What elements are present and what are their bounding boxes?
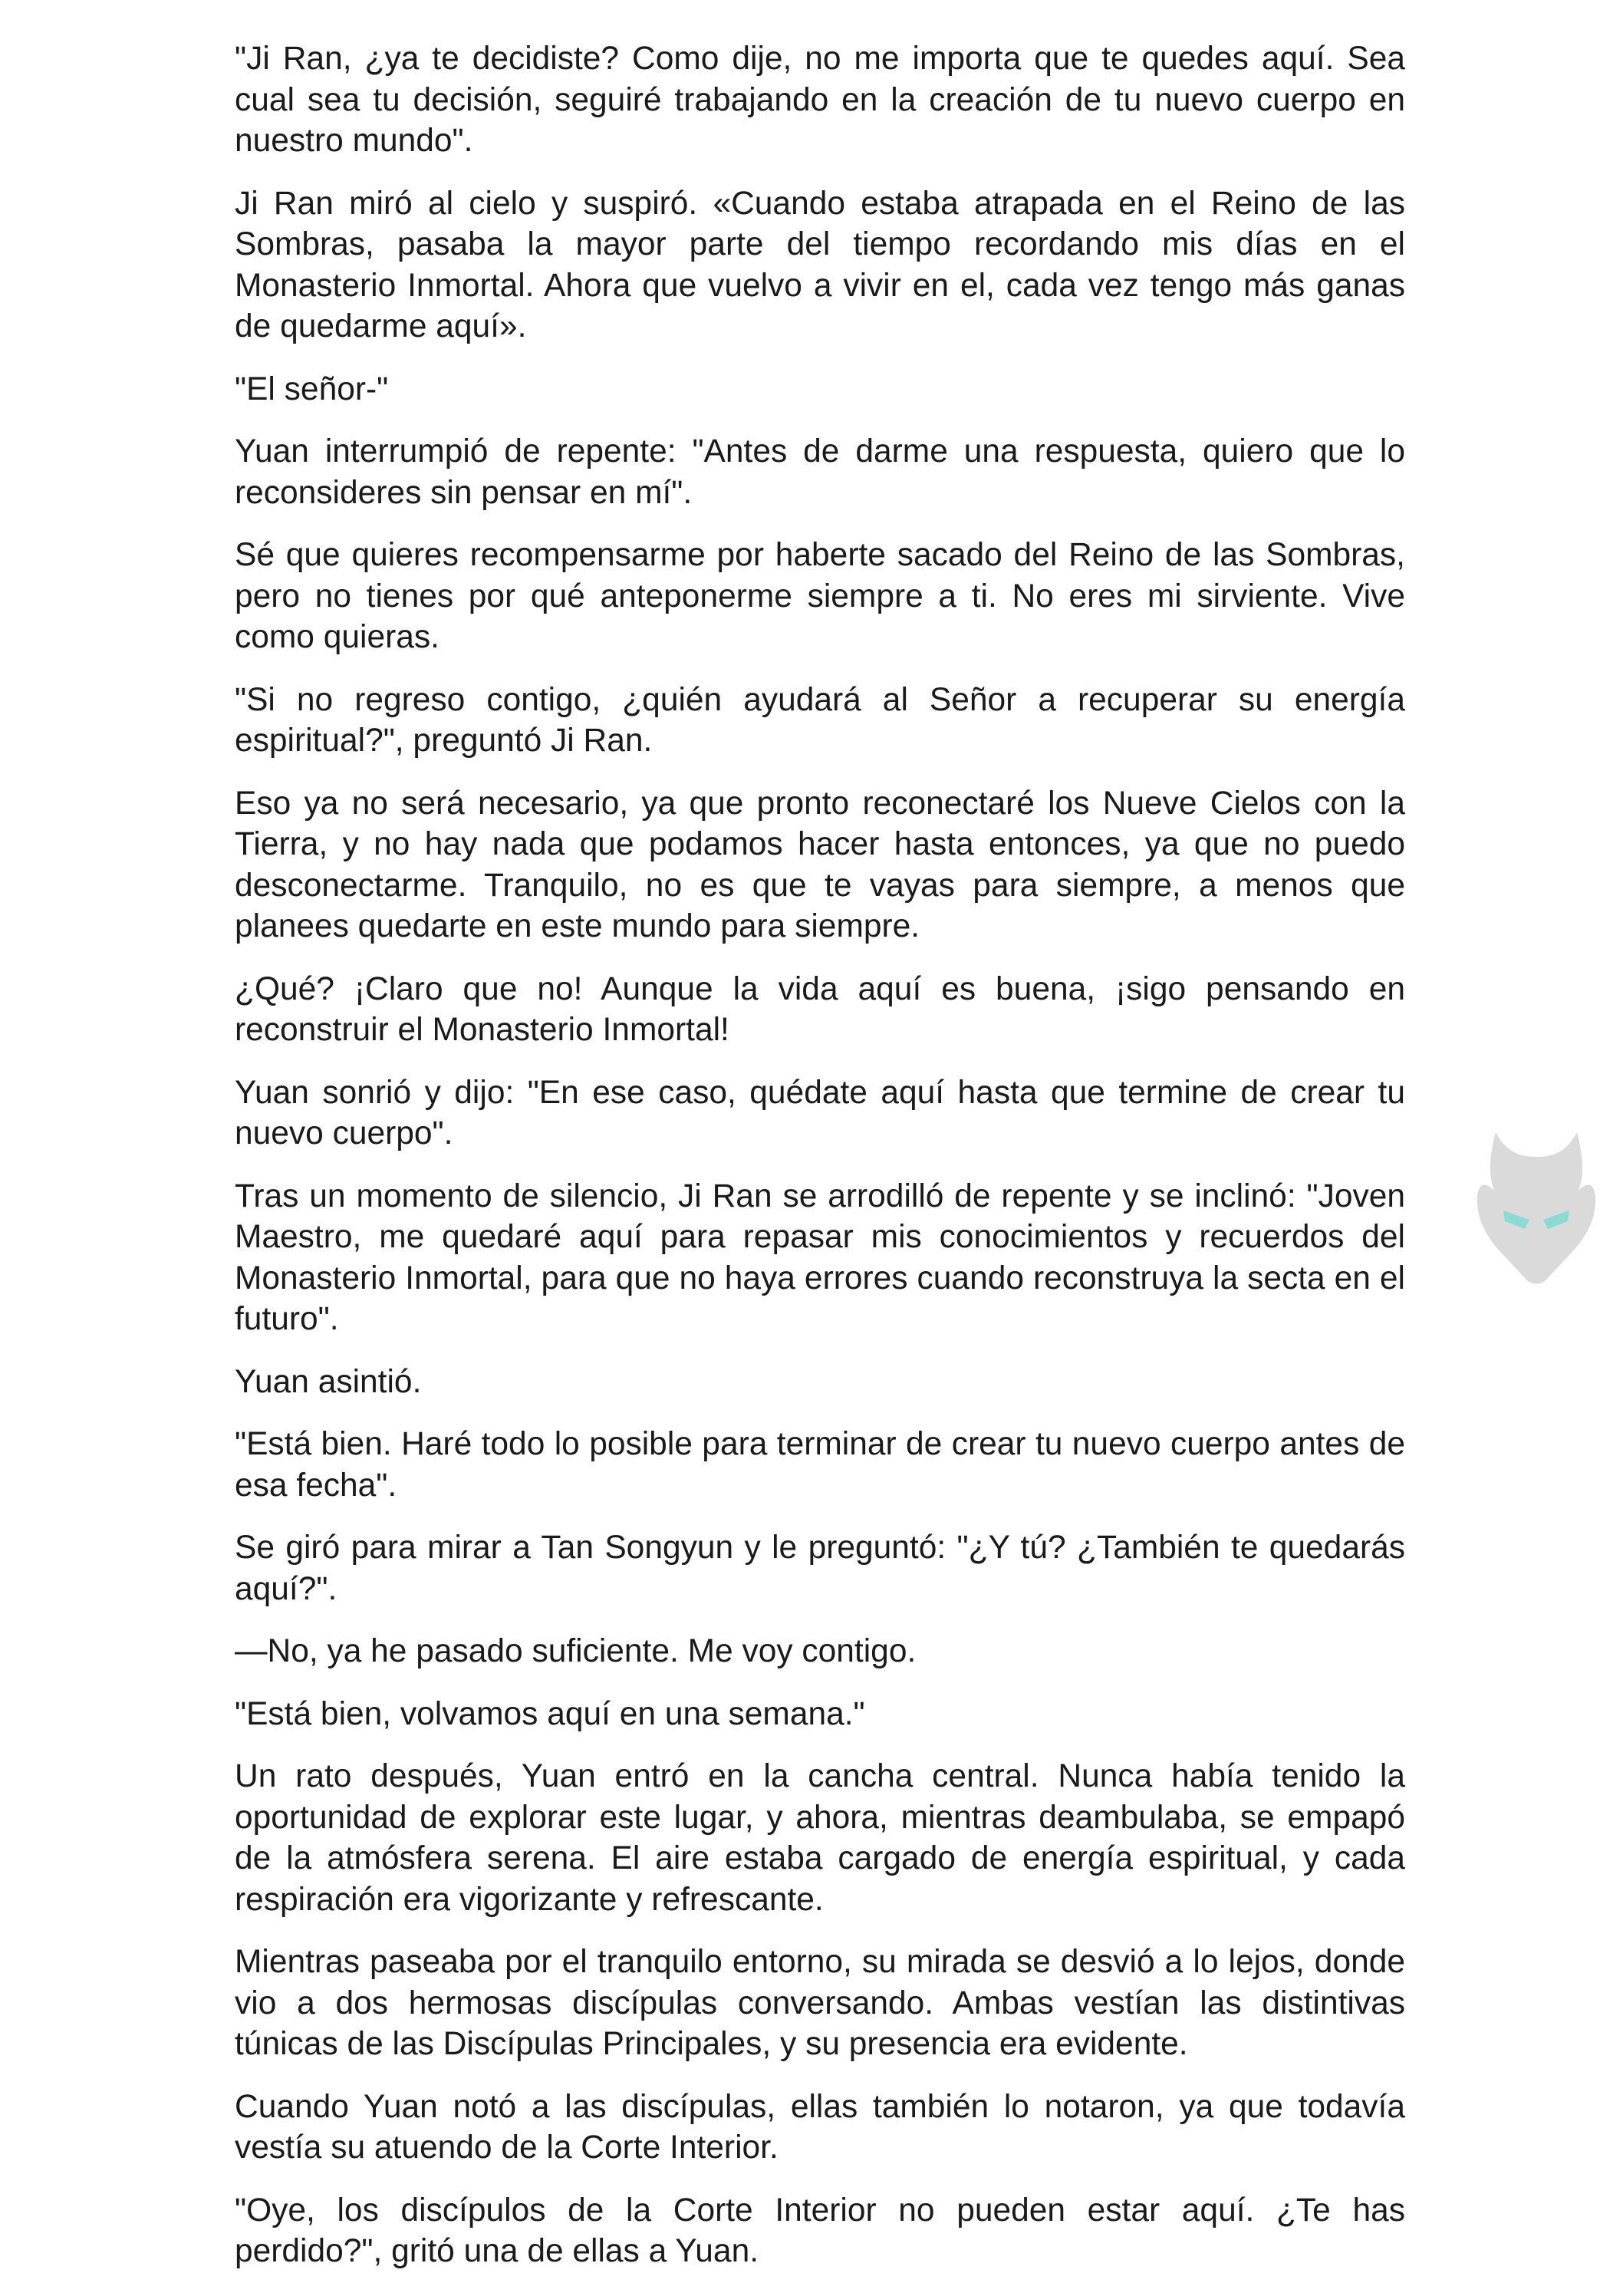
demon-head-icon [1471, 1126, 1602, 1295]
paragraph-4: Yuan interrumpió de repente: "Antes de darme una respuesta, quiero que lo reconsideres sin pensar en mí". [235, 433, 1405, 511]
paragraph-18: Cuando Yuan notó a las discípulas, ellas también lo notaron, ya que todavía vestía su atuendo de la Corte Interior. [235, 2088, 1405, 2166]
paragraph-9: Yuan sonrió y dijo: "En ese caso, quédate aquí hasta que termine de crear tu nuevo cuerpo". [235, 1074, 1405, 1151]
paragraph-1: "Ji Ran, ¿ya te decidiste? Como dije, no me importa que te quedes aquí. Sea cual sea tu decisión, seguiré trabajando en la creación de tu nuevo cuerpo en nuestro mundo". [235, 41, 1405, 159]
paragraph-7: Eso ya no será necesario, ya que pronto reconectaré los Nueve Cielos con la Tierra, y no hay nada que podamos hacer hasta entonces, ya que no puedo desconectarme. Tranquilo, no es que te vayas para siempre, a menos que planees quedarte en este mundo para siempre. [235, 785, 1405, 944]
paragraph-15: "Está bien, volvamos aquí en una semana." [235, 1695, 865, 1732]
paragraph-3: "El señor-" [235, 371, 389, 407]
paragraph-11: Yuan asintió. [235, 1363, 422, 1400]
paragraph-8: ¿Qué? ¡Claro que no! Aunque la vida aquí es buena, ¡sigo pensando en reconstruir el Monasterio Inmortal! [235, 970, 1405, 1048]
paragraph-10: Tras un momento de silencio, Ji Ran se arrodilló de repente y se inclinó: "Joven Maestro, me quedaré aquí para repasar mis conocimientos y recuerdos del Monasterio Inmortal, para que no haya errores cuando reconstruya la secta en el futuro". [235, 1178, 1405, 1337]
paragraph-6: "Si no regreso contigo, ¿quién ayudará al Señor a recuperar su energía espiritual?", preguntó Ji Ran. [235, 681, 1405, 759]
document-body [235, 38, 1405, 2272]
paragraph-16: Un rato después, Yuan entró en la cancha central. Nunca había tenido la oportunidad de explorar este lugar, y ahora, mientras deambulaba, se empapó de la atmósfera serena. El aire estaba cargado de energía espiritual, y cada respiración era vigorizante y refrescante. [235, 1758, 1405, 1918]
paragraph-14: —No, ya he pasado suficiente. Me voy contigo. [235, 1633, 917, 1669]
paragraph-13: Se giró para mirar a Tan Songyun y le preguntó: "¿Y tú? ¿También te quedarás aquí?". [235, 1530, 1405, 1607]
paragraph-17: Mientras paseaba por el tranquilo entorno, su mirada se desvió a lo lejos, donde vio a dos hermosas discípulas conversando. Ambas vestían las distintivas túnicas de las Discípulas Principales, y su presencia era evidente. [235, 1944, 1405, 2062]
paragraph-5: Sé que quieres recompensarme por haberte sacado del Reino de las Sombras, pero no tienes por qué anteponerme siempre a ti. No eres mi sirviente. Vive como quieras. [235, 537, 1405, 655]
paragraph-12: "Está bien. Haré todo lo posible para terminar de crear tu nuevo cuerpo antes de esa fecha". [235, 1426, 1405, 1504]
paragraph-2: Ji Ran miró al cielo y suspiró. «Cuando estaba atrapada en el Reino de las Sombras, pasaba la mayor parte del tiempo recordando mis días en el Monasterio Inmortal. Ahora que vuelvo a vivir en el, cada vez tengo más ganas de quedarme aquí». [235, 185, 1405, 344]
paragraph-19: "Oye, los discípulos de la Corte Interior no pueden estar aquí. ¿Te has perdido?", gritó una de ellas a Yuan. [235, 2192, 1405, 2269]
